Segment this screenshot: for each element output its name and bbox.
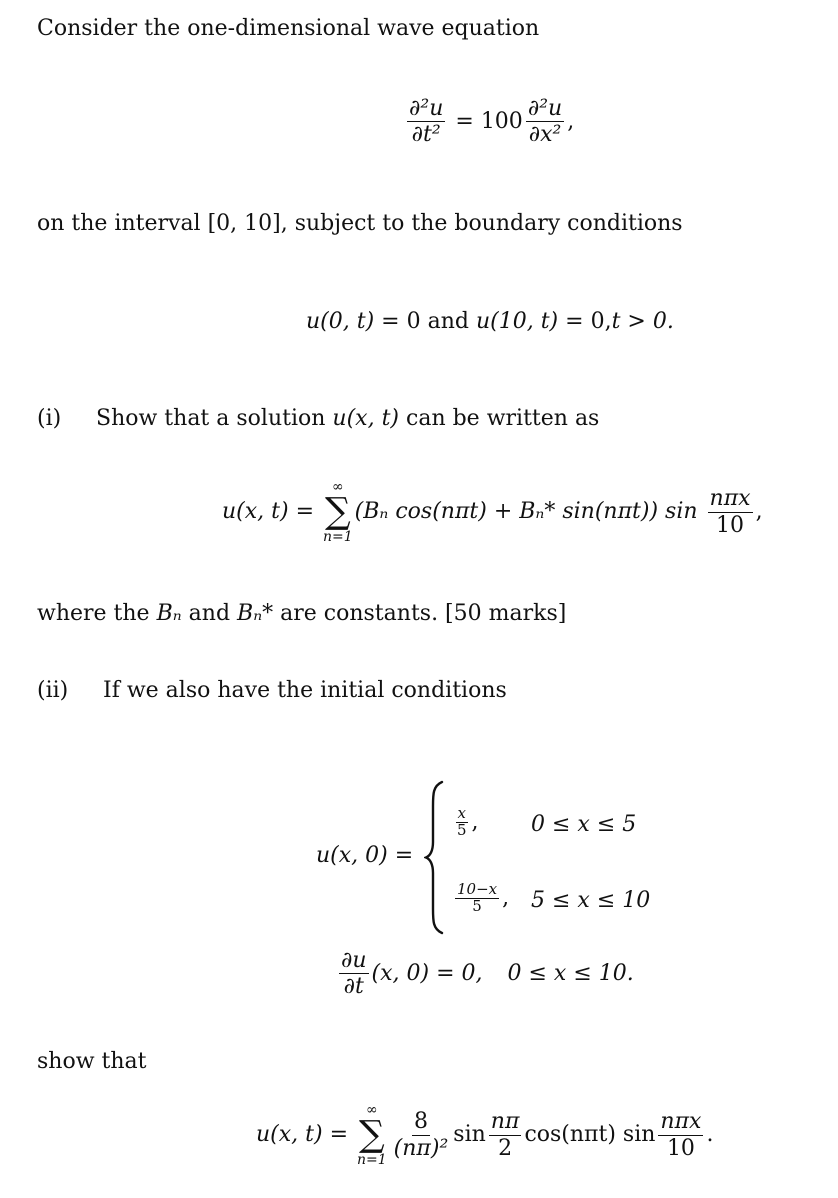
part-i-variable: u(x, t) xyxy=(332,406,399,431)
wave-lhs-fraction xyxy=(407,96,445,148)
final-f3-denominator: 10 xyxy=(666,1135,695,1161)
bc-lhs-2: u(10, t) xyxy=(475,309,559,334)
ic-case-1-value: $\frac{x}{5}$ , xyxy=(457,804,479,839)
ic-derivative-rest: (x, 0) = 0, xyxy=(371,960,483,986)
wave-equals: = xyxy=(455,108,474,134)
interval-text: on the interval [0, 10], subject to the boundary conditions xyxy=(37,211,683,236)
final-sum xyxy=(357,1103,387,1167)
final-equation xyxy=(256,1103,713,1167)
solution-punct: , xyxy=(755,499,763,524)
where-post: are constants. [50 marks] xyxy=(280,601,567,626)
part-i-label: (i) xyxy=(37,406,62,431)
where-pre: where the xyxy=(37,601,150,626)
where-var-2: Bₙ* xyxy=(237,601,274,626)
show-text: show that xyxy=(37,1049,147,1074)
wave-coefficient: 100 xyxy=(480,108,523,134)
final-f3-numerator: nπx xyxy=(660,1109,702,1135)
part-ii-label: (ii) xyxy=(37,678,69,703)
ic-derivative xyxy=(336,948,634,1000)
wave-rhs-denominator: ∂x² xyxy=(528,122,562,148)
bc-eq-2: = 0, xyxy=(565,309,612,334)
part-i-text-lead: Show that a solution xyxy=(96,406,326,431)
solution-sum xyxy=(323,480,353,544)
final-f2-numerator: nπ xyxy=(490,1109,520,1135)
ic-case-1-fraction xyxy=(455,806,469,839)
final-fraction-1 xyxy=(392,1109,451,1161)
ic-derivative-denominator: ∂t xyxy=(343,974,364,1000)
ic-derivative-condition: 0 ≤ x ≤ 10. xyxy=(507,960,634,986)
ic-case-1-numerator: x xyxy=(457,804,466,822)
final-sum-upper: ∞ xyxy=(366,1102,378,1118)
part-i-text xyxy=(96,406,599,431)
boundary-conditions xyxy=(306,309,674,334)
ic-case-1-condition: 0 ≤ x ≤ 5 xyxy=(531,812,637,837)
final-punct: . xyxy=(706,1122,714,1147)
ic-equals: = xyxy=(394,843,414,868)
bc-lhs-1: u(0, t) xyxy=(306,309,375,334)
final-sum-sigma: ∑ xyxy=(358,1114,385,1155)
final-sum-lower: n=1 xyxy=(357,1152,387,1168)
solution-frac-denominator: 10 xyxy=(716,512,745,538)
solution-frac-numerator: nπx xyxy=(709,486,751,512)
wave-punct: , xyxy=(567,108,575,134)
wave-rhs-fraction xyxy=(526,96,564,148)
ic-lhs-group xyxy=(316,843,413,868)
wave-rhs-numerator: ∂²u xyxy=(527,96,563,121)
final-cos-term: cos(nπt) sin xyxy=(524,1122,656,1147)
solution-lhs: u(x, t) xyxy=(222,499,289,524)
solution-equation xyxy=(222,480,763,544)
final-lhs: u(x, t) xyxy=(256,1122,323,1147)
solution-fraction xyxy=(708,486,753,538)
wave-lhs-denominator: ∂t² xyxy=(411,122,441,148)
where-text xyxy=(37,601,566,626)
part-ii-text: If we also have the initial conditions xyxy=(103,678,507,703)
solution-equals: = xyxy=(295,499,315,524)
ic-case-1-denominator: 5 xyxy=(457,820,467,839)
wave-equation xyxy=(404,96,574,148)
ic-case-2-numerator: 10−x xyxy=(457,880,498,898)
ic-case-2-fraction xyxy=(455,882,499,915)
ic-derivative-numerator: ∂u xyxy=(341,948,367,973)
solution-sum-sigma: ∑ xyxy=(324,491,351,532)
ic-case-2-denominator: 5 xyxy=(472,896,482,915)
final-sin-1: sin xyxy=(453,1122,486,1147)
final-equals: = xyxy=(329,1122,349,1147)
where-var-1: Bₙ xyxy=(156,601,182,626)
final-fraction-3 xyxy=(658,1109,703,1161)
where-mid: and xyxy=(188,601,231,626)
final-f1-numerator: 8 xyxy=(413,1109,428,1135)
left-brace xyxy=(424,780,444,935)
intro-text: Consider the one-dimensional wave equation xyxy=(37,16,540,41)
bc-conjunction: and xyxy=(427,309,469,334)
bc-eq-1: = 0 xyxy=(381,309,421,334)
ic-case-2-value: $\frac{10-x}{5}$ , xyxy=(457,880,510,915)
final-f1-denominator: (nπ)² xyxy=(393,1135,449,1161)
part-i-text-tail: can be written as xyxy=(406,406,600,431)
wave-lhs-numerator: ∂²u xyxy=(409,96,444,121)
solution-sum-upper: ∞ xyxy=(332,479,344,495)
ic-lhs: u(x, 0) xyxy=(316,843,388,868)
final-f2-denominator: 2 xyxy=(498,1135,513,1161)
bc-condition: t > 0. xyxy=(611,309,674,334)
final-fraction-2 xyxy=(489,1109,522,1161)
ic-derivative-fraction xyxy=(339,948,369,1000)
solution-term: (Bₙ cos(nπt) + Bₙ* sin(nπt)) sin xyxy=(354,499,698,524)
ic-case-2-condition: 5 ≤ x ≤ 10 xyxy=(531,888,651,913)
solution-sum-lower: n=1 xyxy=(323,529,353,545)
